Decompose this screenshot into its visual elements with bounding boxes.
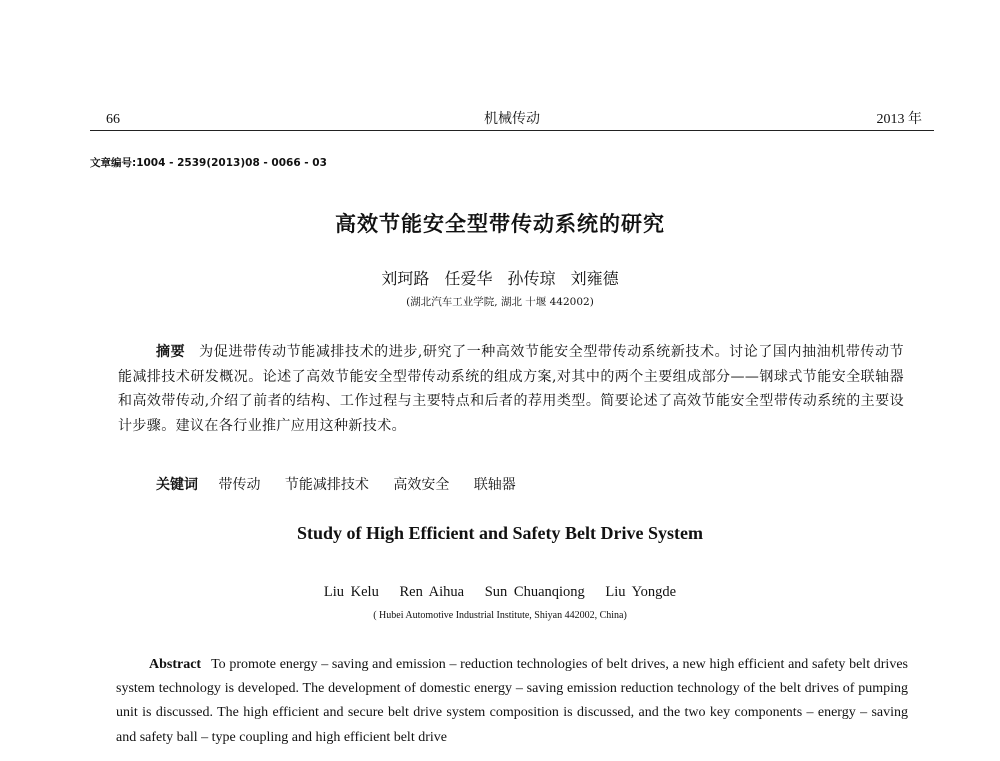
article-number: 文章编号:1004 - 2539(2013)08 - 0066 - 03 [90,157,327,169]
keyword-cn: 联轴器 [473,477,516,493]
abstract-text-cn: 为促进带传动节能减排技术的进步,研究了一种高效节能安全型带传动系统新技术。讨论了国内抽油机带传动节能减排技术研发概况。论述了高效节能安全型带传动系统的组成方案,对其中的两个主要组成部分——钢球式节能安全联轴器和高效带传动,介绍了前者的结构、工作过程与主要特点和后者的荐用类型。简要论述了高效节能安全型带传动系统的主要设计步骤。建议在各行业推广应用这种新技术。 [118,344,904,434]
affiliation-chinese: (湖北汽车工业学院, 湖北 十堰 442002) [406,296,594,308]
page-number: 66 [106,112,120,127]
authors-chinese [0,266,1000,289]
author-en: Ren Aihua [399,584,465,600]
publication-year: 2013 年 [876,112,922,127]
abstract-label-cn: 摘要 [156,344,186,360]
running-header [90,106,934,128]
author-en: Sun Chuanqiong [484,584,585,600]
abstract-chinese [118,340,904,438]
author-cn: 刘雍德 [570,269,619,288]
abstract-label-en: Abstract [149,657,202,672]
keywords-label-cn: 关键词 [156,477,198,493]
abstract-english [116,653,908,750]
author-en: Liu Yongde [605,584,677,600]
author-cn: 刘珂路 [381,269,430,288]
abstract-text-en: To promote energy – saving and emission – reduction technologies of belt drives, a new high efficient and safety belt drives system technology is developed. The development of domestic energy – saving emission reduction technology of the belt drives of pumping unit is discussed. The high efficient and secure belt drive system composition is discussed, and the two key components – energy – saving and safety ball – type coupling and high efficient belt drive [116,657,908,745]
keyword-cn: 高效安全 [393,477,450,493]
keyword-cn: 节能减排技术 [284,477,369,493]
journal-name: 机械传动 [484,111,540,127]
title-english: Study of High Efficient and Safety Belt Drive System [297,523,703,543]
keyword-cn: 带传动 [218,477,261,493]
author-en: Liu Kelu [323,584,379,600]
affiliation-english: ( Hubei Automotive Industrial Institute, Shiyan 442002, China) [373,610,627,621]
title-chinese: 高效节能安全型带传动系统的研究 [335,212,665,236]
keywords-chinese [156,474,536,494]
author-cn: 任爱华 [444,269,493,288]
authors-english [0,584,1000,601]
author-cn: 孙传琼 [507,269,556,288]
header-rule [90,130,934,131]
